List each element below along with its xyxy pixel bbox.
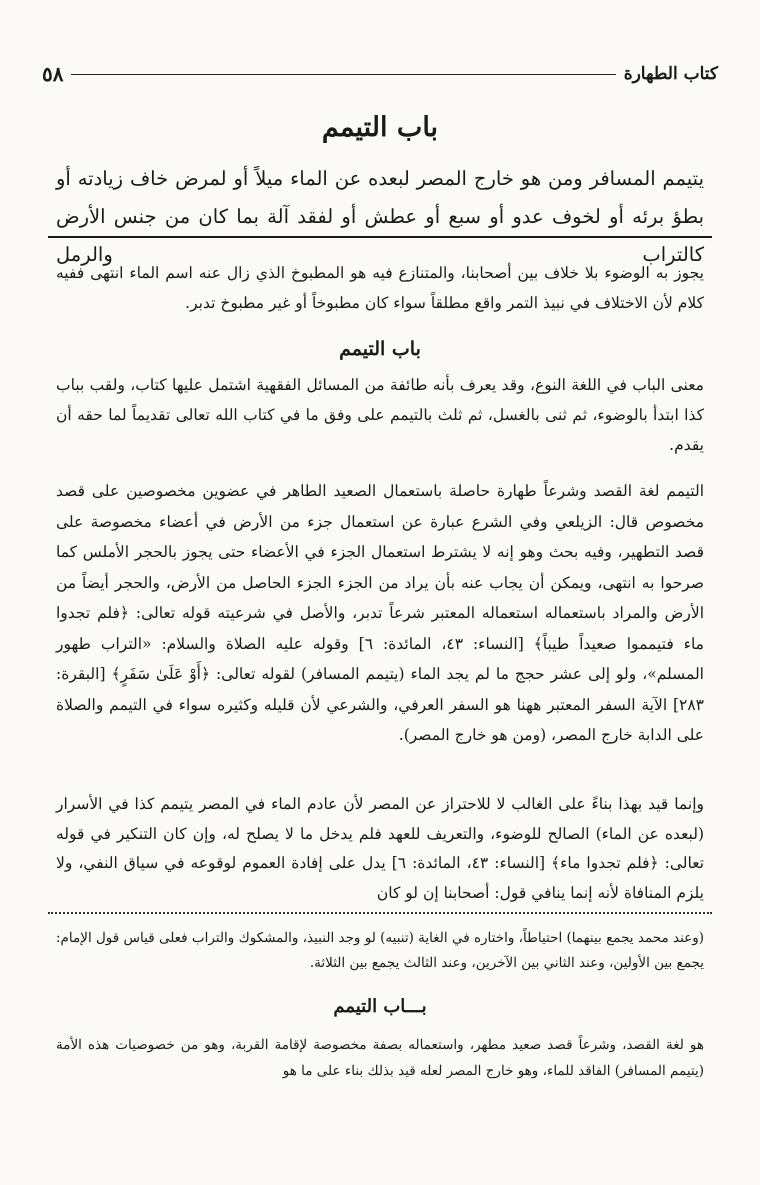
footnote-separator (48, 912, 712, 914)
chapter-title: باب التيمم (321, 112, 439, 143)
commentary-paragraph-4: وإنما قيد بهذا بناءً على الغالب لا للاحتراز عن المصر لأن عادم الماء في المصر يتيمم كذا في الأسرار (لبعده عن الماء) الصالح للوضوء، والتعريف للعهد فلم يدخل ما لا يصلح له، وإن كان التنكير في قوله تعالى: ﴿فلم تجدوا ماء﴾ [النساء: ٤٣، المائدة: ٦] يدل على إفادة العموم لوقوعه في سياق النفي، ولا يلزم المنافاة لأنه إنما ينافي قول: أصحابنا إن لو كان (56, 795, 704, 902)
footnote-paragraph-2: هو لغة القصد، وشرعاً قصد صعيد مطهر، واستعماله بصفة مخصوصة لإقامة القربة، وهو من خصوصيات هذه الأمة (يتيمم المسافر) الفاقد للماء، وهو خارج المصر لعله قيد بذلك بناء على ما هو (56, 1037, 704, 1079)
matn-separator-rule (48, 236, 712, 238)
matn-text: يتيمم المسافر ومن هو خارج المصر لبعده عن الماء ميلاً أو لمرض خاف زيادته أو بطؤ برئه أو لخوف عدو أو سبع أو عطش أو لفقد آلة بما كان من جنس الأرض كالتراب والرمل (56, 167, 704, 266)
running-header (30, 58, 730, 90)
commentary-paragraph-1: يجوز به الوضوء بلا خلاف بين أصحابنا، والمتنازع فيه هو المطبوخ الذي زال عنه اسم الماء انتهى ففيه كلام لأن الاختلاف في نبيذ التمر واقع مطلقاً سواء كان مطبوخاً أو غير مطبوخ تدبر. (56, 264, 704, 312)
commentary-section-heading: باب التيمم (339, 338, 421, 360)
commentary-paragraph-2: معنى الباب في اللغة النوع، وقد يعرف بأنه طائفة من المسائل الفقهية اشتمل عليها كتاب، ولقب بباب كذا ابتدأ بالوضوء، ثم ثنى بالغسل، ثم ثلث بالتيمم على وفق ما في كتاب الله تعالى تقديماً لما حقه أن يقدم. (56, 376, 704, 454)
footnote-paragraph-1: (وعند محمد يجمع بينهما) احتياطاً، واختاره في الغاية (تنبيه) لو وجد النبيذ، والمشكوك والتراب فعلى قياس قول الإمام: يجمع بين الأولين، وعند الثاني بين الآخرين، وعند الثالث يجمع بين الثلاثة. (56, 930, 704, 971)
header-rule (71, 74, 615, 75)
page-number: ٥٨ (42, 62, 64, 86)
commentary-paragraph-3: التيمم لغة القصد وشرعاً طهارة حاصلة باستعمال الصعيد الطاهر في عضوين مخصوصين على قصد مخصوص قال: الزيلعي وفي الشرع عبارة عن استعمال جزء من الأرض في أعضاء مخصوصة على قصد التطهير، وفيه بحث وهو إنه لا يشترط استعمال الجزء في الأعضاء حتى يجوز بالحجر الأملس كما صرحوا به انتهى، ويمكن أن يجاب عنه بأن يراد من الجزء الجزء الحاصل من الأرض، والحجر أيضاً من الأرض والمراد باستعماله استعماله المعتبر شرعاً تدبر، والأصل في شرعيته قوله تعالى: ﴿فلم تجدوا ماء فتيمموا صعيداً طيباً﴾ [النساء: ٤٣، المائدة: ٦] وقوله عليه الصلاة والسلام: «التراب طهور المسلم»، ولو إلى عشر حجج ما لم يجد الماء (يتيمم المسافر) لقوله تعالى: ﴿أَوْ عَلَىٰ سَفَرٍ﴾ [البقرة: ٢٨٣] الآية السفر المعتبر ههنا هو السفر العرفي، والشرعي لأن قليله وكثيره سواء في التيمم والصلاة على الدابة خارج المصر، (ومن هو خارج المصر). (56, 482, 704, 744)
running-header-title: كتاب الطهارة (623, 64, 718, 84)
footnote-section-heading: بـــاب التيمم (333, 996, 427, 1017)
